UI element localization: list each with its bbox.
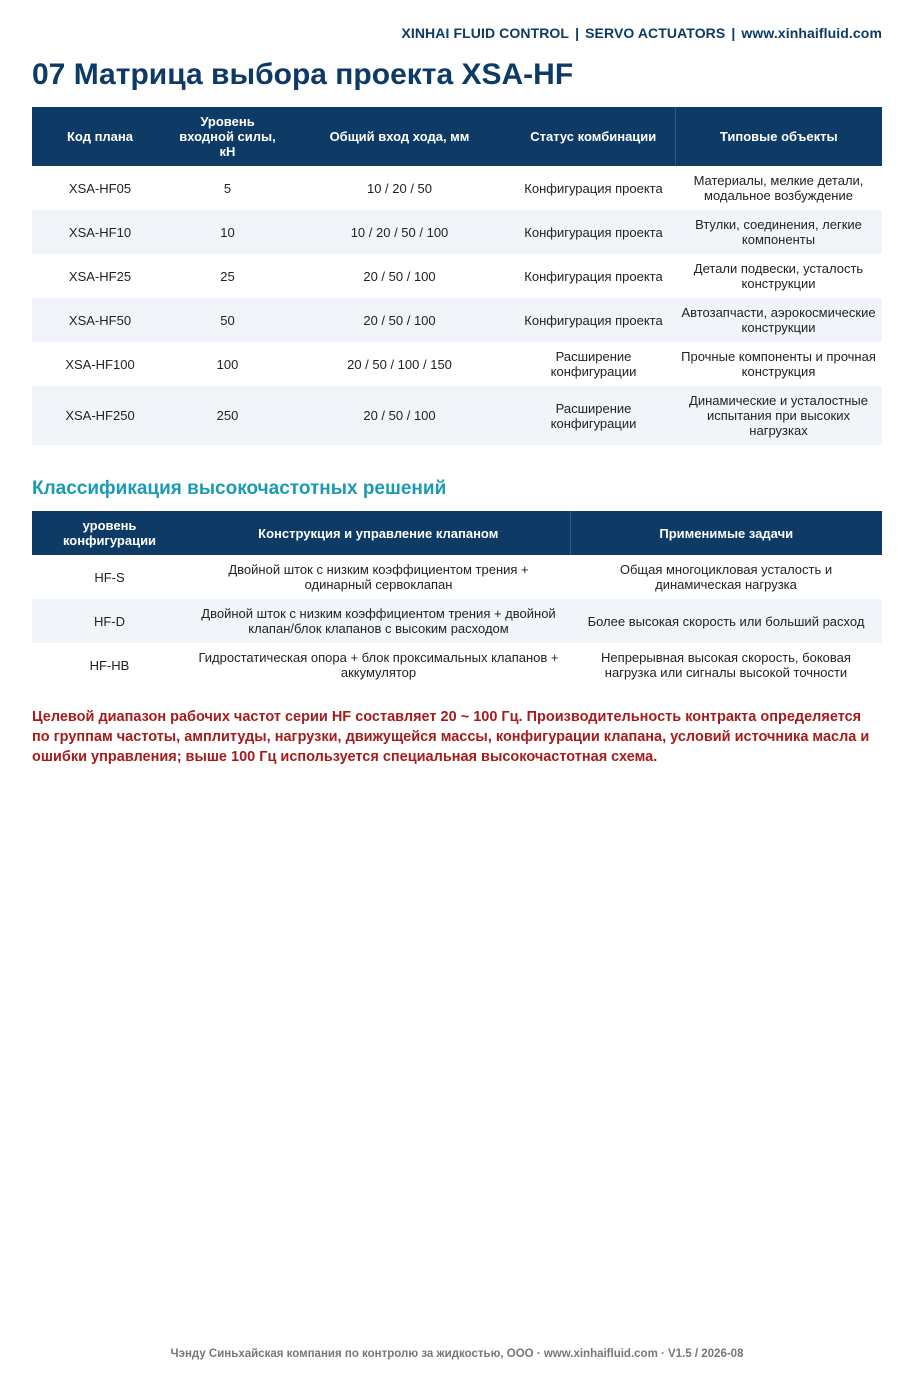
table-row: [32, 555, 882, 599]
cell-input-force: 5: [168, 166, 287, 210]
cell-applicable-tasks: Общая многоцикловая усталость и динамическая нагрузка: [570, 555, 882, 599]
cell-typical-objects: Динамические и усталостные испытания при высоких нагрузках: [675, 386, 882, 445]
table-row: [32, 643, 882, 687]
cell-configuration-level: HF-HB: [32, 643, 187, 687]
cell-combination-status: Расширение конфигурации: [512, 342, 675, 386]
cell-total-stroke: 10 / 20 / 50: [287, 166, 512, 210]
cell-total-stroke: 20 / 50 / 100: [287, 386, 512, 445]
cell-typical-objects: Втулки, соединения, легкие компоненты: [675, 210, 882, 254]
table-row: [32, 210, 882, 254]
column-header-input-force: Уровень входной силы, кН: [168, 107, 287, 166]
header-separator: |: [731, 25, 736, 41]
header-product-line: SERVO ACTUATORS: [585, 25, 726, 41]
cell-typical-objects: Материалы, мелкие детали, модальное возбуждение: [675, 166, 882, 210]
column-header-combination-status: Статус комбинации: [512, 107, 675, 166]
cell-input-force: 250: [168, 386, 287, 445]
cell-total-stroke: 20 / 50 / 100: [287, 254, 512, 298]
column-header-total-stroke: Общий вход хода, мм: [287, 107, 512, 166]
cell-plan-code: XSA-HF50: [32, 298, 168, 342]
cell-plan-code: XSA-HF100: [32, 342, 168, 386]
cell-combination-status: Расширение конфигурации: [512, 386, 675, 445]
project-selection-matrix-table: [32, 107, 882, 445]
header-separator: |: [575, 25, 580, 41]
cell-typical-objects: Детали подвески, усталость конструкции: [675, 254, 882, 298]
cell-valve-design: Двойной шток с низким коэффициентом трения + двойной клапан/блок клапанов с высоким расходом: [187, 599, 570, 643]
cell-total-stroke: 10 / 20 / 50 / 100: [287, 210, 512, 254]
cell-plan-code: XSA-HF05: [32, 166, 168, 210]
table-header-row: [32, 107, 882, 166]
cell-applicable-tasks: Более высокая скорость или больший расход: [570, 599, 882, 643]
cell-valve-design: Гидростатическая опора + блок проксимальных клапанов + аккумулятор: [187, 643, 570, 687]
hf-classification-table: [32, 511, 882, 687]
table-row: [32, 599, 882, 643]
column-header-configuration-level: уровень конфигурации: [32, 511, 187, 555]
cell-input-force: 50: [168, 298, 287, 342]
cell-combination-status: Конфигурация проекта: [512, 298, 675, 342]
table-row: [32, 342, 882, 386]
column-header-applicable-tasks: Применимые задачи: [570, 511, 882, 555]
cell-applicable-tasks: Непрерывная высокая скорость, боковая нагрузка или сигналы высокой точности: [570, 643, 882, 687]
cell-plan-code: XSA-HF10: [32, 210, 168, 254]
section-heading-hf-classification: Классификация высокочастотных решений: [32, 478, 447, 499]
column-header-plan-code: Код плана: [32, 107, 168, 166]
table-header-row: [32, 511, 882, 555]
cell-configuration-level: HF-S: [32, 555, 187, 599]
table-row: [32, 298, 882, 342]
cell-typical-objects: Автозапчасти, аэрокосмические конструкции: [675, 298, 882, 342]
cell-total-stroke: 20 / 50 / 100: [287, 298, 512, 342]
table-row: [32, 254, 882, 298]
frequency-range-note: Целевой диапазон рабочих частот серии HF составляет 20 ~ 100 Гц. Производительность контракта определяется по группам частоты, амплитуды, нагрузки, движущейся массы, конфигурации клапана, условий источника масла и ошибки управления; выше 100 Гц используется специальная высокочастотная схема.: [32, 709, 870, 765]
header-company: XINHAI FLUID CONTROL: [401, 25, 570, 41]
header-bar: [401, 25, 882, 41]
cell-combination-status: Конфигурация проекта: [512, 166, 675, 210]
page-title: 07 Матрица выбора проекта XSA-HF: [32, 58, 574, 91]
cell-valve-design: Двойной шток с низким коэффициентом трения + одинарный сервоклапан: [187, 555, 570, 599]
page-footer: Чэнду Синьхайская компания по контролю за жидкостью, ООО · www.xinhaifluid.com · V1.5 / 2026-08: [170, 1348, 744, 1360]
table-row: [32, 386, 882, 445]
table-row: [32, 166, 882, 210]
cell-plan-code: XSA-HF250: [32, 386, 168, 445]
cell-plan-code: XSA-HF25: [32, 254, 168, 298]
cell-input-force: 10: [168, 210, 287, 254]
cell-total-stroke: 20 / 50 / 100 / 150: [287, 342, 512, 386]
cell-combination-status: Конфигурация проекта: [512, 254, 675, 298]
cell-input-force: 100: [168, 342, 287, 386]
column-header-valve-design: Конструкция и управление клапаном: [187, 511, 570, 555]
column-header-typical-objects: Типовые объекты: [675, 107, 882, 166]
cell-input-force: 25: [168, 254, 287, 298]
cell-combination-status: Конфигурация проекта: [512, 210, 675, 254]
cell-typical-objects: Прочные компоненты и прочная конструкция: [675, 342, 882, 386]
cell-configuration-level: HF-D: [32, 599, 187, 643]
header-website-link[interactable]: www.xinhaifluid.com: [741, 25, 882, 41]
